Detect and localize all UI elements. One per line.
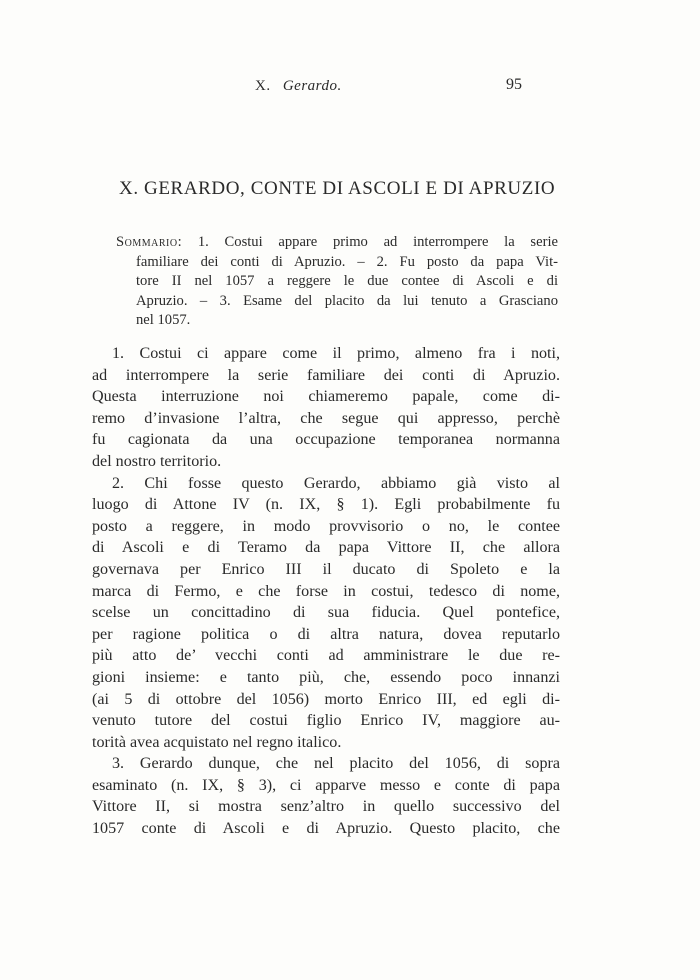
text-line: luogo di Attone IV (n. IX, § 1). Egli probabilmente fu [92,496,560,514]
text-line: 2. Chi fosse questo Gerardo, abbiamo già visto al [112,474,560,492]
running-head-title: Gerardo. [282,78,342,94]
paragraph-3 [92,753,560,839]
running-head-chapter-number: X. [255,78,271,94]
text-line: marca di Fermo, e che forse in costui, tedesco di nome, [92,582,560,600]
text-line: per ragione politica o di altra natura, dovea reputarlo [92,625,560,643]
summary-line: Sommario: 1. Costui appare primo ad interrompere la serie [116,234,558,250]
text-line: posto a reggere, in modo provvisorio o no, le contee [92,517,560,535]
text-line: venuto tutore del costui figlio Enrico IV, maggiore au- [92,712,560,730]
body-text [92,343,560,840]
paragraph-2 [92,473,560,754]
paragraph-1 [92,343,560,473]
text-line: remo d’invasione l’altra, che segue qui appresso, perchè [92,409,560,427]
text-line: (ai 5 di ottobre del 1056) morto Enrico III, ed egli di- [92,690,560,708]
summary-line: tore II nel 1057 a reggere le due contee di Ascoli e di [136,273,558,290]
text-line: di Ascoli e di Teramo da papa Vittore II, che allora [92,539,560,557]
text-line: scelse un concittadino di sua fiducia. Quel pontefice, [92,604,560,622]
text-line: Questa interruzione noi chiameremo papale, come di- [92,388,560,406]
text-line: 1. Costui ci appare come il primo, almeno fra i noti, [112,345,560,362]
chapter-title: X. GERARDO, CONTE DI ASCOLI E DI APRUZIO [119,178,556,199]
text-line: Vittore II, si mostra senz’altro in quello successivo del [92,798,560,816]
text-line: esaminato (n. IX, § 3), ci apparve messo e conte di papa [92,776,560,794]
summary-line: Apruzio. – 3. Esame del placito da lui tenuto a Grasciano [136,292,558,309]
chapter-summary [116,233,558,331]
text-line: del nostro territorio. [92,452,222,470]
text-line: torità avea acquistato nel regno italico. [92,733,342,751]
running-head [255,78,342,95]
text-line: più atto de’ vecchi conti ad amministrare le due re- [92,647,560,665]
text-line: gioni insieme: e tanto più, che, essendo poco innanzi [92,668,560,686]
page-number: 95 [506,76,522,93]
text-line: fu cagionata da una occupazione temporanea normanna [92,431,560,449]
text-line: governava per Enrico III il ducato di Spoleto e la [92,560,560,578]
summary-label: Sommario: [116,234,183,250]
summary-line: familiare dei conti di Apruzio. – 2. Fu posto da papa Vit- [136,253,558,270]
text-line: 3. Gerardo dunque, che nel placito del 1056, di sopra [112,755,560,773]
text-line: 1057 conte di Ascoli e di Apruzio. Questo placito, che [92,820,560,838]
summary-line: nel 1057. [136,312,191,329]
text-line: ad interrompere la serie familiare dei conti di Apruzio. [92,366,560,384]
